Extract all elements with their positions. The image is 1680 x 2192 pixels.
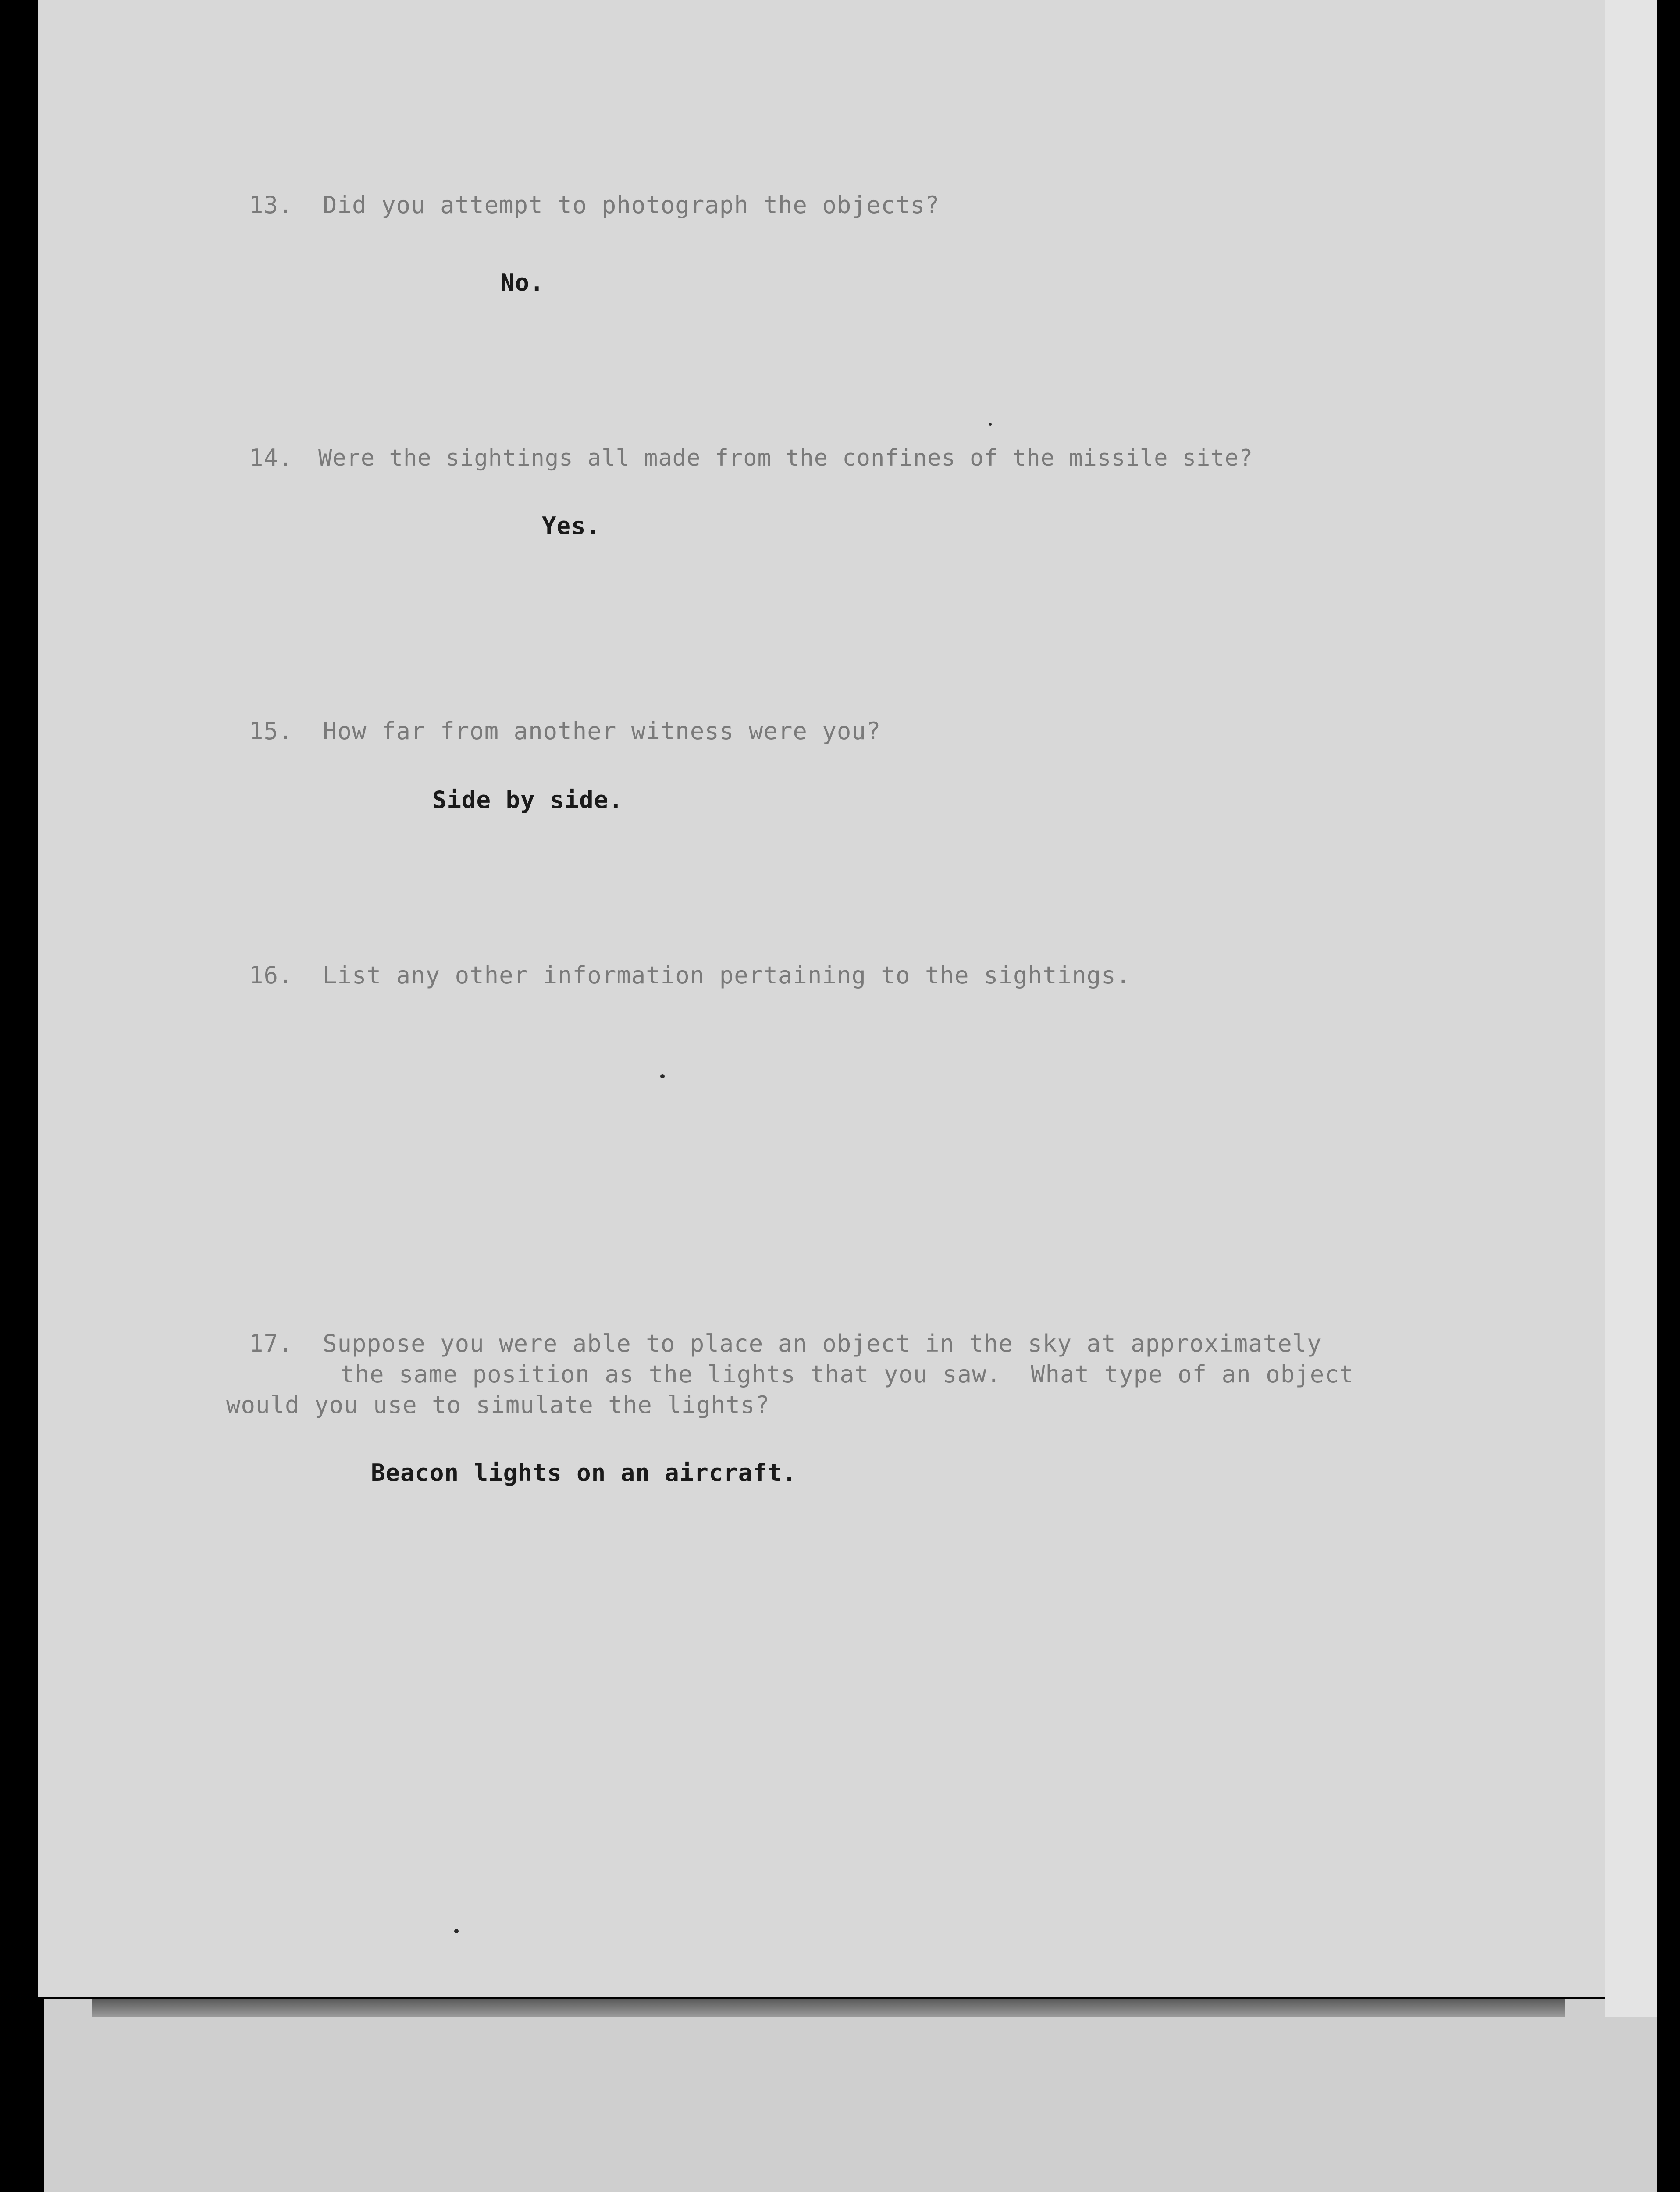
- question-14-text: Were the sightings all made from the confines of the missile site?: [318, 445, 1253, 471]
- question-14-answer: Yes.: [542, 512, 601, 540]
- question-14-number: 14.: [249, 444, 293, 472]
- scanner-backing: [44, 1999, 1657, 2192]
- question-15-text: How far from another witness were you?: [323, 717, 881, 745]
- document-sheet: [38, 0, 1605, 1997]
- question-17-line-1: Suppose you were able to place an object in the sky at approximately: [323, 1330, 1322, 1357]
- question-16-number: 16.: [249, 961, 293, 989]
- question-17-number: 17.: [249, 1330, 293, 1357]
- question-13-text: Did you attempt to photograph the objects?: [323, 191, 940, 219]
- film-edge-left: [0, 0, 44, 2192]
- question-17-line-2: the same position as the lights that you saw. What type of an object: [340, 1360, 1354, 1388]
- question-15-answer: Side by side.: [432, 786, 623, 814]
- scan-speck: [660, 1074, 665, 1078]
- question-17-answer: Beacon lights on an aircraft.: [371, 1459, 797, 1487]
- question-13-number: 13.: [249, 191, 293, 219]
- question-17-line-3: would you use to simulate the lights?: [226, 1391, 770, 1419]
- question-16-text: List any other information pertaining to the sightings.: [323, 961, 1131, 989]
- paper-right-edge: [1605, 0, 1657, 2017]
- question-13-answer: No.: [500, 269, 545, 296]
- paper-shadow: [92, 1999, 1565, 2017]
- scan-speck: [454, 1929, 459, 1933]
- scan-speck: [989, 423, 992, 426]
- question-15-number: 15.: [249, 717, 293, 745]
